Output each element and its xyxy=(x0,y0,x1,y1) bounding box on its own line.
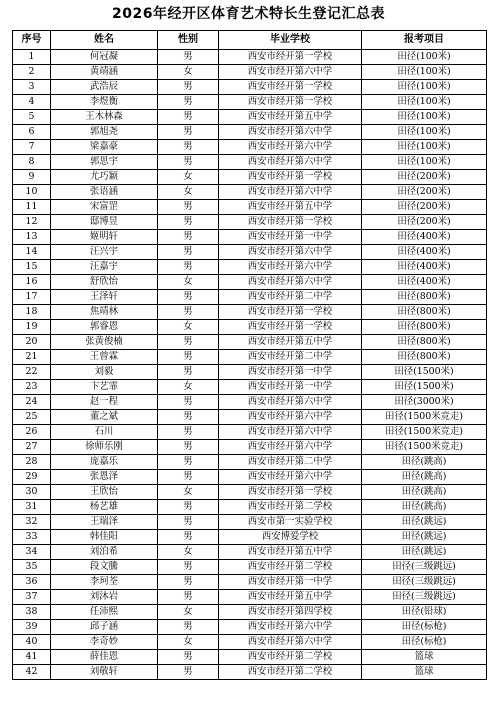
cell-event: 田径(800米) xyxy=(362,320,487,335)
cell-school: 西安市经开第一学校 xyxy=(219,80,362,95)
cell-index: 29 xyxy=(13,470,51,485)
cell-index: 25 xyxy=(13,410,51,425)
cell-index: 35 xyxy=(13,560,51,575)
table-row xyxy=(13,575,487,590)
cell-name: 梁嘉豪 xyxy=(51,140,158,155)
cell-school: 西安市经开第二中学 xyxy=(219,350,362,365)
cell-name: 董之斌 xyxy=(51,410,158,425)
cell-school: 西安市经开第一学校 xyxy=(219,50,362,65)
cell-gender: 女 xyxy=(158,185,219,200)
cell-school: 西安市经开第六中学 xyxy=(219,185,362,200)
cell-gender: 男 xyxy=(158,155,219,170)
document-title: 2026年经开区体育艺术特长生登记汇总表 xyxy=(112,6,385,22)
cell-event: 田径(400米) xyxy=(362,275,487,290)
cell-gender: 男 xyxy=(158,425,219,440)
cell-school: 西安市经开第二学校 xyxy=(219,500,362,515)
cell-event: 田径(3000米) xyxy=(362,395,487,410)
cell-index: 32 xyxy=(13,515,51,530)
cell-gender: 男 xyxy=(158,395,219,410)
cell-index: 12 xyxy=(13,215,51,230)
cell-school: 西安市经开第六中学 xyxy=(219,425,362,440)
header-index: 序号 xyxy=(13,31,51,50)
table-row xyxy=(13,65,487,80)
cell-gender: 女 xyxy=(158,545,219,560)
cell-event: 田径(100米) xyxy=(362,110,487,125)
cell-event: 田径(200米) xyxy=(362,170,487,185)
cell-school: 西安市经开第二中学 xyxy=(219,290,362,305)
cell-index: 15 xyxy=(13,260,51,275)
cell-index: 22 xyxy=(13,365,51,380)
cell-school: 西安市经开第一学校 xyxy=(219,170,362,185)
cell-event: 田径(跳远) xyxy=(362,515,487,530)
cell-name: 王欣怡 xyxy=(51,485,158,500)
cell-school: 西安市经开第二中学 xyxy=(219,455,362,470)
cell-gender: 男 xyxy=(158,125,219,140)
table-row xyxy=(13,380,487,395)
cell-event: 田径(1500米竞走) xyxy=(362,425,487,440)
cell-school: 西安市经开第一学校 xyxy=(219,215,362,230)
cell-name: 李珂荃 xyxy=(51,575,158,590)
cell-event: 田径(跳高) xyxy=(362,470,487,485)
cell-gender: 男 xyxy=(158,110,219,125)
cell-school: 西安市经开第二学校 xyxy=(219,650,362,665)
registration-table xyxy=(12,30,487,680)
table-row xyxy=(13,500,487,515)
cell-event: 田径(跳远) xyxy=(362,545,487,560)
table-row xyxy=(13,545,487,560)
cell-gender: 男 xyxy=(158,50,219,65)
cell-school: 西安市经开第一中学 xyxy=(219,365,362,380)
cell-index: 9 xyxy=(13,170,51,185)
cell-gender: 男 xyxy=(158,410,219,425)
cell-name: 黄靖涵 xyxy=(51,65,158,80)
cell-name: 刘毅 xyxy=(51,365,158,380)
table-row xyxy=(13,515,487,530)
cell-event: 田径(1500米竞走) xyxy=(362,410,487,425)
cell-name: 李煜衡 xyxy=(51,95,158,110)
cell-gender: 男 xyxy=(158,230,219,245)
table-row xyxy=(13,410,487,425)
cell-school: 西安市经开第六中学 xyxy=(219,140,362,155)
cell-name: 赵一程 xyxy=(51,395,158,410)
table-row xyxy=(13,320,487,335)
cell-index: 8 xyxy=(13,155,51,170)
cell-event: 田径(100米) xyxy=(362,155,487,170)
cell-name: 焦靖林 xyxy=(51,305,158,320)
cell-gender: 男 xyxy=(158,215,219,230)
cell-index: 21 xyxy=(13,350,51,365)
cell-gender: 男 xyxy=(158,500,219,515)
cell-name: 邸博昱 xyxy=(51,215,158,230)
cell-name: 徐师乐刚 xyxy=(51,440,158,455)
cell-index: 39 xyxy=(13,620,51,635)
cell-name: 郭睿恩 xyxy=(51,320,158,335)
table-row xyxy=(13,50,487,65)
cell-gender: 男 xyxy=(158,260,219,275)
cell-name: 刘泊希 xyxy=(51,545,158,560)
cell-school: 西安市经开第五中学 xyxy=(219,590,362,605)
table-row xyxy=(13,245,487,260)
cell-event: 田径(标枪) xyxy=(362,635,487,650)
table-row xyxy=(13,440,487,455)
cell-name: 杨艺雄 xyxy=(51,500,158,515)
cell-event: 田径(400米) xyxy=(362,245,487,260)
cell-name: 石川 xyxy=(51,425,158,440)
cell-school: 西安市经开第六中学 xyxy=(219,275,362,290)
cell-school: 西安市经开第二学校 xyxy=(219,665,362,680)
cell-index: 7 xyxy=(13,140,51,155)
cell-name: 王曾霖 xyxy=(51,350,158,365)
cell-gender: 男 xyxy=(158,290,219,305)
cell-name: 舒欣怡 xyxy=(51,275,158,290)
cell-gender: 女 xyxy=(158,635,219,650)
cell-name: 王泽轩 xyxy=(51,290,158,305)
table-row xyxy=(13,140,487,155)
cell-gender: 男 xyxy=(158,575,219,590)
cell-school: 西安市经开第六中学 xyxy=(219,470,362,485)
cell-event: 田径(三级跳远) xyxy=(362,575,487,590)
cell-index: 5 xyxy=(13,110,51,125)
cell-index: 10 xyxy=(13,185,51,200)
cell-index: 4 xyxy=(13,95,51,110)
cell-name: 李奇妙 xyxy=(51,635,158,650)
header-event: 报考项目 xyxy=(362,31,487,50)
table-row xyxy=(13,110,487,125)
table-row xyxy=(13,350,487,365)
cell-event: 田径(200米) xyxy=(362,185,487,200)
table-row xyxy=(13,365,487,380)
cell-event: 田径(100米) xyxy=(362,65,487,80)
cell-school: 西安市经开第五中学 xyxy=(219,545,362,560)
table-row xyxy=(13,635,487,650)
cell-school: 西安市经开第六中学 xyxy=(219,635,362,650)
cell-name: 王瑞泽 xyxy=(51,515,158,530)
cell-school: 西安市经开第一学校 xyxy=(219,95,362,110)
cell-school: 西安市经开第二学校 xyxy=(219,560,362,575)
cell-name: 姬明轩 xyxy=(51,230,158,245)
cell-gender: 男 xyxy=(158,350,219,365)
cell-gender: 男 xyxy=(158,140,219,155)
cell-school: 西安市第一实验学校 xyxy=(219,515,362,530)
cell-index: 18 xyxy=(13,305,51,320)
header-school: 毕业学校 xyxy=(219,31,362,50)
table-row xyxy=(13,260,487,275)
cell-event: 田径(100米) xyxy=(362,95,487,110)
cell-school: 西安市经开第六中学 xyxy=(219,620,362,635)
cell-gender: 男 xyxy=(158,305,219,320)
table-row xyxy=(13,620,487,635)
cell-school: 西安市经开第一中学 xyxy=(219,230,362,245)
cell-name: 薛佳恩 xyxy=(51,650,158,665)
cell-gender: 男 xyxy=(158,245,219,260)
cell-event: 田径(800米) xyxy=(362,335,487,350)
cell-event: 田径(200米) xyxy=(362,200,487,215)
cell-name: 卞艺霏 xyxy=(51,380,158,395)
table-header-row xyxy=(13,31,487,50)
cell-index: 33 xyxy=(13,530,51,545)
cell-index: 3 xyxy=(13,80,51,95)
cell-name: 张语涵 xyxy=(51,185,158,200)
table-row xyxy=(13,485,487,500)
cell-gender: 男 xyxy=(158,335,219,350)
table-row xyxy=(13,80,487,95)
cell-school: 西安市经开第六中学 xyxy=(219,410,362,425)
cell-name: 宋富罡 xyxy=(51,200,158,215)
cell-event: 田径(1500米竞走) xyxy=(362,440,487,455)
cell-name: 庞嘉乐 xyxy=(51,455,158,470)
cell-event: 田径(标枪) xyxy=(362,620,487,635)
cell-event: 田径(100米) xyxy=(362,50,487,65)
cell-event: 田径(100米) xyxy=(362,140,487,155)
table-row xyxy=(13,650,487,665)
cell-index: 38 xyxy=(13,605,51,620)
cell-name: 刘沐岩 xyxy=(51,590,158,605)
cell-school: 西安市经开第一中学 xyxy=(219,575,362,590)
cell-gender: 男 xyxy=(158,470,219,485)
cell-gender: 男 xyxy=(158,560,219,575)
cell-school: 西安市经开第六中学 xyxy=(219,440,362,455)
cell-school: 西安市经开第五中学 xyxy=(219,200,362,215)
cell-index: 30 xyxy=(13,485,51,500)
cell-name: 段文騰 xyxy=(51,560,158,575)
header-name: 姓名 xyxy=(51,31,158,50)
cell-gender: 男 xyxy=(158,515,219,530)
cell-gender: 男 xyxy=(158,530,219,545)
cell-name: 邱子涵 xyxy=(51,620,158,635)
table-row xyxy=(13,605,487,620)
cell-event: 田径(200米) xyxy=(362,215,487,230)
table-row xyxy=(13,455,487,470)
table-row xyxy=(13,290,487,305)
table-row xyxy=(13,155,487,170)
table-row xyxy=(13,560,487,575)
cell-index: 36 xyxy=(13,575,51,590)
cell-name: 韩佳阳 xyxy=(51,530,158,545)
cell-index: 23 xyxy=(13,380,51,395)
table-row xyxy=(13,335,487,350)
cell-gender: 女 xyxy=(158,380,219,395)
cell-event: 田径(800米) xyxy=(362,350,487,365)
cell-gender: 男 xyxy=(158,200,219,215)
cell-school: 西安市经开第四学校 xyxy=(219,605,362,620)
cell-gender: 男 xyxy=(158,665,219,680)
cell-gender: 男 xyxy=(158,95,219,110)
cell-school: 西安市经开第六中学 xyxy=(219,260,362,275)
cell-index: 2 xyxy=(13,65,51,80)
cell-name: 武浩辰 xyxy=(51,80,158,95)
cell-index: 31 xyxy=(13,500,51,515)
cell-name: 王木林森 xyxy=(51,110,158,125)
table-row xyxy=(13,200,487,215)
cell-gender: 女 xyxy=(158,65,219,80)
cell-index: 41 xyxy=(13,650,51,665)
header-gender: 性别 xyxy=(158,31,219,50)
table-row xyxy=(13,470,487,485)
cell-index: 28 xyxy=(13,455,51,470)
cell-name: 何冠凝 xyxy=(51,50,158,65)
cell-school: 西安市经开第六中学 xyxy=(219,245,362,260)
cell-index: 42 xyxy=(13,665,51,680)
cell-school: 西安市经开第五中学 xyxy=(219,335,362,350)
cell-gender: 男 xyxy=(158,455,219,470)
table-row xyxy=(13,215,487,230)
cell-name: 郭思宇 xyxy=(51,155,158,170)
cell-gender: 女 xyxy=(158,605,219,620)
cell-event: 田径(1500米) xyxy=(362,380,487,395)
cell-name: 刘敬轩 xyxy=(51,665,158,680)
cell-index: 17 xyxy=(13,290,51,305)
cell-event: 田径(1500米) xyxy=(362,365,487,380)
table-row xyxy=(13,95,487,110)
table-row xyxy=(13,425,487,440)
table-row xyxy=(13,305,487,320)
cell-event: 田径(跳高) xyxy=(362,500,487,515)
cell-event: 田径(跳高) xyxy=(362,455,487,470)
cell-event: 田径(800米) xyxy=(362,305,487,320)
cell-event: 篮球 xyxy=(362,650,487,665)
cell-school: 西安市经开第一学校 xyxy=(219,320,362,335)
cell-event: 田径(400米) xyxy=(362,230,487,245)
table-row xyxy=(13,185,487,200)
cell-gender: 男 xyxy=(158,440,219,455)
cell-name: 郭旭尧 xyxy=(51,125,158,140)
cell-index: 13 xyxy=(13,230,51,245)
cell-index: 11 xyxy=(13,200,51,215)
cell-index: 26 xyxy=(13,425,51,440)
cell-gender: 女 xyxy=(158,320,219,335)
cell-event: 篮球 xyxy=(362,665,487,680)
cell-name: 尤巧颖 xyxy=(51,170,158,185)
cell-index: 20 xyxy=(13,335,51,350)
cell-index: 37 xyxy=(13,590,51,605)
cell-index: 34 xyxy=(13,545,51,560)
cell-school: 西安市经开第六中学 xyxy=(219,395,362,410)
cell-gender: 男 xyxy=(158,80,219,95)
cell-event: 田径(100米) xyxy=(362,80,487,95)
cell-gender: 男 xyxy=(158,650,219,665)
table-row xyxy=(13,590,487,605)
table-row xyxy=(13,665,487,680)
cell-index: 19 xyxy=(13,320,51,335)
cell-gender: 女 xyxy=(158,485,219,500)
cell-event: 田径(800米) xyxy=(362,290,487,305)
cell-name: 任沛熙 xyxy=(51,605,158,620)
cell-gender: 女 xyxy=(158,275,219,290)
cell-event: 田径(跳高) xyxy=(362,485,487,500)
cell-event: 田径(铅球) xyxy=(362,605,487,620)
cell-event: 田径(三级跳远) xyxy=(362,590,487,605)
cell-school: 西安市经开第六中学 xyxy=(219,65,362,80)
cell-gender: 男 xyxy=(158,590,219,605)
cell-school: 西安市经开第一中学 xyxy=(219,380,362,395)
cell-index: 16 xyxy=(13,275,51,290)
cell-name: 张恩泽 xyxy=(51,470,158,485)
cell-school: 西安市经开第一学校 xyxy=(219,305,362,320)
cell-index: 40 xyxy=(13,635,51,650)
cell-event: 田径(跳远) xyxy=(362,530,487,545)
cell-school: 西安市经开第六中学 xyxy=(219,125,362,140)
cell-index: 14 xyxy=(13,245,51,260)
cell-school: 西安市经开第一学校 xyxy=(219,485,362,500)
table-row xyxy=(13,230,487,245)
cell-name: 汪兴宇 xyxy=(51,245,158,260)
cell-event: 田径(400米) xyxy=(362,260,487,275)
cell-gender: 女 xyxy=(158,170,219,185)
cell-event: 田径(100米) xyxy=(362,125,487,140)
cell-gender: 男 xyxy=(158,620,219,635)
cell-gender: 男 xyxy=(158,365,219,380)
cell-index: 24 xyxy=(13,395,51,410)
table-row xyxy=(13,395,487,410)
cell-school: 西安市经开第五中学 xyxy=(219,110,362,125)
cell-school: 西安博爱学校 xyxy=(219,530,362,545)
cell-event: 田径(三级跳远) xyxy=(362,560,487,575)
cell-index: 27 xyxy=(13,440,51,455)
table-row xyxy=(13,170,487,185)
cell-index: 6 xyxy=(13,125,51,140)
cell-index: 1 xyxy=(13,50,51,65)
table-row xyxy=(13,275,487,290)
cell-name: 汪嘉宇 xyxy=(51,260,158,275)
cell-school: 西安市经开第六中学 xyxy=(219,155,362,170)
table-row xyxy=(13,530,487,545)
cell-name: 张黄俊楠 xyxy=(51,335,158,350)
table-row xyxy=(13,125,487,140)
